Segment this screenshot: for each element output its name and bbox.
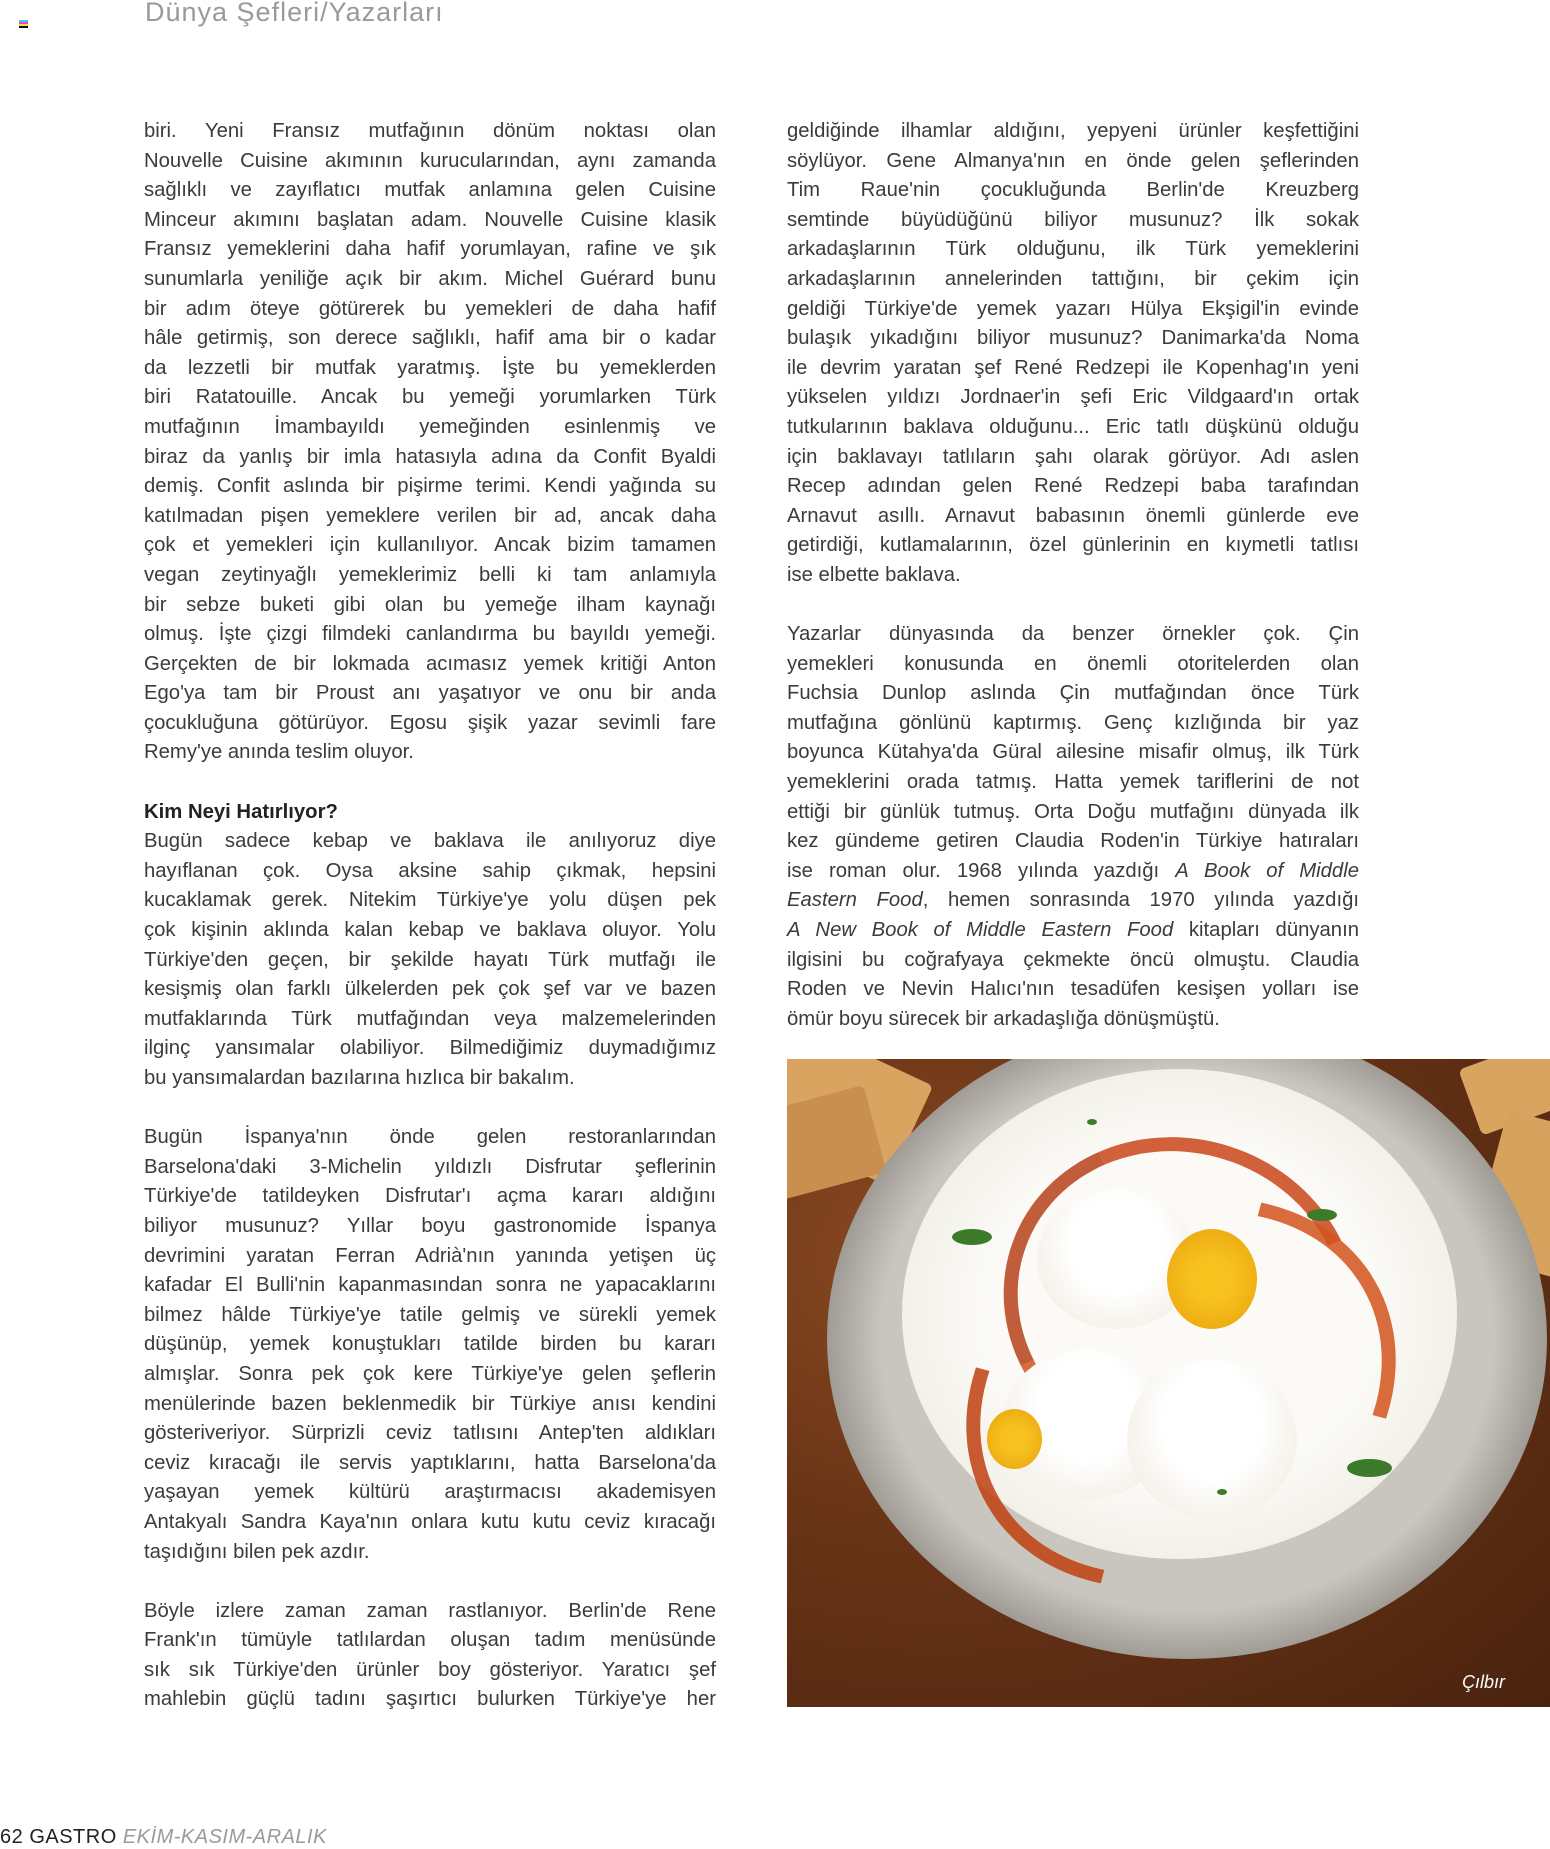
text-line: biri Ratatouille. Ancak bu yemeği yorumlarken Türk xyxy=(144,386,716,409)
text-line: Gerçekten de bir lokmada acımasız yemek kritiği Anton xyxy=(144,652,716,675)
egg-yolk xyxy=(987,1409,1042,1469)
text-line: taşıdığını bilen pek azdır. xyxy=(144,1540,370,1563)
text-line: Remy'ye anında teslim oluyor. xyxy=(144,741,414,764)
text-line: Yazarlar dünyasında da benzer örnekler çok. Çin xyxy=(787,623,1359,646)
poached-egg xyxy=(1127,1359,1297,1519)
text-line: Bugün İspanya'nın önde gelen restoranlarından xyxy=(144,1126,716,1149)
mint-leaf xyxy=(952,1229,992,1245)
text-line: bulaşık yıkadığını biliyor musunuz? Danimarka'da Noma xyxy=(787,327,1359,350)
text-line: ceviz kıracağı ile servis yaptıklarını, hatta Barselona'da xyxy=(144,1451,716,1474)
text-line: biraz da yanlış bir imla hatasıyla adına da Confit Byaldi xyxy=(144,445,716,468)
text-line: yaşayan yemek kültürü araştırmacısı akademisyen xyxy=(144,1481,716,1504)
text-line: Barselona'daki 3-Michelin yıldızlı Disfrutar şeflerinin xyxy=(144,1155,716,1178)
text-line: vegan zeytinyağlı yemeklerimiz belli ki tam anlamıyla xyxy=(144,563,716,586)
text-line: için baklavayı tatlıların şahı olarak görüyor. Adı aslen xyxy=(787,445,1359,468)
text-line xyxy=(787,886,1359,916)
text-line: sağlıklı ve zayıflatıcı mutfak anlamına gelen Cuisine xyxy=(144,179,716,202)
mint-leaf xyxy=(1347,1459,1392,1477)
text-line: biri. Yeni Fransız mutfağının dönüm noktası olan xyxy=(144,120,716,142)
dill-herb xyxy=(1087,1119,1097,1125)
text-line: kafadar El Bulli'nin kapanmasından sonra ne yapacaklarını xyxy=(144,1274,716,1297)
text-line: bir sebze buketi gibi olan bu yemeğe ilham kaynağı xyxy=(144,593,716,616)
text-line: mutfağına gönlünü kaptırmış. Genç kızlığında bir yaz xyxy=(787,711,1359,734)
text-line: bir adım öteye götürerek bu yemekleri de daha hafif xyxy=(144,297,716,320)
cilbir-photo xyxy=(787,1059,1550,1707)
text-line: Fransız yemeklerini daha hafif yorumlayan, rafine ve şık xyxy=(144,238,716,261)
text-line: Antakyalı Sandra Kaya'nın onlara kutu kutu ceviz kıracağı xyxy=(144,1510,716,1533)
text-line: çok et yemekleri için kullanılıyor. Ancak bizim tamamen xyxy=(144,534,716,557)
section-title: Dünya Şefleri/Yazarları xyxy=(145,0,444,27)
text-line: Ego'ya tam bir Proust anı yaşatıyor ve onu bir anda xyxy=(144,682,716,705)
dill-herb xyxy=(1307,1209,1337,1221)
text-line: çok kişinin aklında kalan kebap ve baklava oluyor. Yolu xyxy=(144,919,716,942)
text-line: arkadaşlarının Türk olduğunu, ilk Türk yemeklerini xyxy=(787,238,1359,261)
text-line: getirdiği, kutlamalarının, özel günlerinin en kıymetli tatlısı xyxy=(787,534,1359,557)
text-line: mahlebin güçlü tadını şaşırtıcı bulurken Türkiye'ye her xyxy=(144,1688,716,1711)
text-line: Recep adından gelen René Redzepi baba tarafından xyxy=(787,475,1359,498)
text-line: menülerinde bazen beklenmedik bir Türkiye anısı kendini xyxy=(144,1392,716,1415)
paragraph-gap xyxy=(787,591,1359,621)
text-line: Türkiye'den geçen, bir şekilde hayatı Türk mutfağı ile xyxy=(144,948,716,971)
text-line: geldiğinde ilhamlar aldığını, yepyeni ürünler keşfettiğini xyxy=(787,120,1359,142)
right-text-column xyxy=(787,117,1359,1034)
text-line: gösteriveriyor. Sürprizli ceviz tatlısını Antep'ten aldıkları xyxy=(144,1422,716,1445)
text-line: Tim Raue'nin çocukluğunda Berlin'de Kreuzberg xyxy=(787,179,1359,202)
text-line: arkadaşlarının annelerinden tattığını, bir çekim için xyxy=(787,267,1359,290)
text-line: sık sık Türkiye'den ürünler boy gösteriyor. Yaratıcı şef xyxy=(144,1658,716,1681)
text-line: bu yansımalardan bazılarına hızlıca bir bakalım. xyxy=(144,1067,575,1089)
text-line xyxy=(787,916,1359,946)
text-line: ile devrim yaratan şef René Redzepi ile Kopenhag'ın yeni xyxy=(787,356,1359,379)
print-registration-mark xyxy=(19,20,28,28)
page-footer xyxy=(0,1826,327,1849)
text-line: bilmez hâlde Türkiye'ye tatile gelmiş ve sürekli yemek xyxy=(144,1303,716,1326)
subheading: Kim Neyi Hatırlıyor? xyxy=(144,800,338,823)
text-line: geldiği Türkiye'de yemek yazarı Hülya Ekşigil'in evinde xyxy=(787,297,1359,320)
magazine-name: GASTRO xyxy=(29,1826,117,1848)
text-line: ise elbette baklava. xyxy=(787,563,961,586)
text-line: boyunca Kütahya'da Güral ailesine misafir olmuş, ilk Türk xyxy=(787,741,1359,764)
page-number: 62 xyxy=(0,1826,24,1848)
text-line: Fuchsia Dunlop aslında Çin mutfağından önce Türk xyxy=(787,682,1359,705)
book-title: Eastern Food xyxy=(787,889,923,912)
text-line: yükselen yıldızı Jordnaer'in şefi Eric Vildgaard'ın ortak xyxy=(787,386,1359,409)
text-line: Roden ve Nevin Halıcı'nın tesadüfen kesişen yolları ise xyxy=(787,978,1359,1001)
text-line: kucaklamak gerek. Nitekim Türkiye'ye yolu düşen pek xyxy=(144,889,716,912)
text-line: hayıflanan çok. Oysa aksine sahip çıkmak, hepsini xyxy=(144,859,716,882)
issue-label: EKİM-KASIM-ARALIK xyxy=(122,1826,327,1848)
text-line: hâle getirmiş, son derece sağlıklı, hafif ama bir o kadar xyxy=(144,327,716,350)
photo-caption: Çılbır xyxy=(1461,1672,1505,1692)
text-line: tutkularının baklava olduğunu... Eric tatlı düşkünü olduğu xyxy=(787,415,1359,438)
text-line: Minceur akımını başlatan adam. Nouvelle Cuisine klasik xyxy=(144,208,716,231)
text-line xyxy=(787,857,1359,887)
text-line: ömür boyu sürecek bir arkadaşlığa dönüşmüştü. xyxy=(787,1007,1220,1030)
text-line: çocukluğuna götürüyor. Egosu şişik yazar sevimli fare xyxy=(144,711,716,734)
text-line: ilginç yansımalar olabiliyor. Bilmediğimiz duymadığımız xyxy=(144,1037,716,1060)
text-line: yemekleri konusunda en önemli otoritelerden olan xyxy=(787,652,1359,675)
text-line: Türkiye'de tatildeyken Disfrutar'ı açma kararı aldığını xyxy=(144,1185,716,1208)
text-line: Frank'ın tümüyle tatlılardan oluşan tadım menüsünde xyxy=(144,1629,716,1652)
text-line: yemeklerini orada tatmış. Hatta yemek tariflerini de not xyxy=(787,771,1359,794)
text-line: ettiği bir günlük tutmuş. Orta Doğu mutfağını dünyada ilk xyxy=(787,800,1359,823)
paragraph-gap xyxy=(144,1094,716,1124)
text-line: düşünüp, yemek konuştukları tatilde birden bu kararı xyxy=(144,1333,716,1356)
text-line: mutfağının İmambayıldı yemeğinden esinlenmiş ve xyxy=(144,415,716,438)
paragraph-gap xyxy=(144,1567,716,1597)
text-line: Bugün sadece kebap ve baklava ile anılıyoruz diye xyxy=(144,830,716,853)
text-line: Nouvelle Cuisine akımının kurucularından, aynı zamanda xyxy=(144,149,716,172)
text-line: Böyle izlere zaman zaman rastlanıyor. Berlin'de Rene xyxy=(144,1599,716,1622)
text-line: olmuş. İşte çizgi filmdeki canlandırma bu bayıldı yemeği. xyxy=(144,623,716,646)
text-line: sunumlarla yeniliğe açık bir akım. Michel Guérard bunu xyxy=(144,267,716,290)
text-line: almışlar. Sonra pek çok kere Türkiye'ye gelen şeflerin xyxy=(144,1362,716,1385)
book-title: A New Book of Middle Eastern Food xyxy=(787,919,1174,942)
text-line: Arnavut asıllı. Arnavut babasının önemli günlerde eve xyxy=(787,504,1359,527)
text-line: katılmadan pişen yemeklere verilen bir ad, ancak daha xyxy=(144,504,716,527)
left-text-column xyxy=(144,117,716,1715)
text-line: söylüyor. Gene Almanya'nın en önde gelen şeflerinden xyxy=(787,149,1359,172)
paragraph-gap xyxy=(144,768,716,798)
book-title: A Book of Middle xyxy=(1175,859,1359,882)
text-line: devrimini yaratan Ferran Adrià'nın yanında yetişen üç xyxy=(144,1244,716,1267)
text-segment: ise roman olur. 1968 yılında yazdığı xyxy=(787,859,1176,882)
text-segment: , hemen sonrasında 1970 yılında yazdığı xyxy=(922,889,1359,912)
text-line: biliyor musunuz? Yıllar boyu gastronomide İspanya xyxy=(144,1214,716,1237)
text-line: demiş. Confit aslında bir pişirme terimi. Kendi yağında su xyxy=(144,475,716,498)
text-line: kez gündeme getiren Claudia Roden'in Türkiye hatıraları xyxy=(787,830,1359,853)
text-line: semtinde büyüdüğünü biliyor musunuz? İlk sokak xyxy=(787,208,1359,231)
text-line: da lezzetli bir mutfak yaratmış. İşte bu yemeklerden xyxy=(144,356,716,379)
text-line: mutfaklarında Türk mutfağından veya malzemelerinden xyxy=(144,1007,716,1030)
egg-yolk xyxy=(1167,1229,1257,1329)
text-segment: kitapları dünyanın xyxy=(1173,919,1359,942)
text-line: ilgisini bu coğrafyaya çekmekte öncü olmuştu. Claudia xyxy=(787,948,1359,971)
text-line: kesişmiş olan farklı ülkelerden pek çok şef var ve bazen xyxy=(144,978,716,1001)
dill-herb xyxy=(1217,1489,1227,1495)
